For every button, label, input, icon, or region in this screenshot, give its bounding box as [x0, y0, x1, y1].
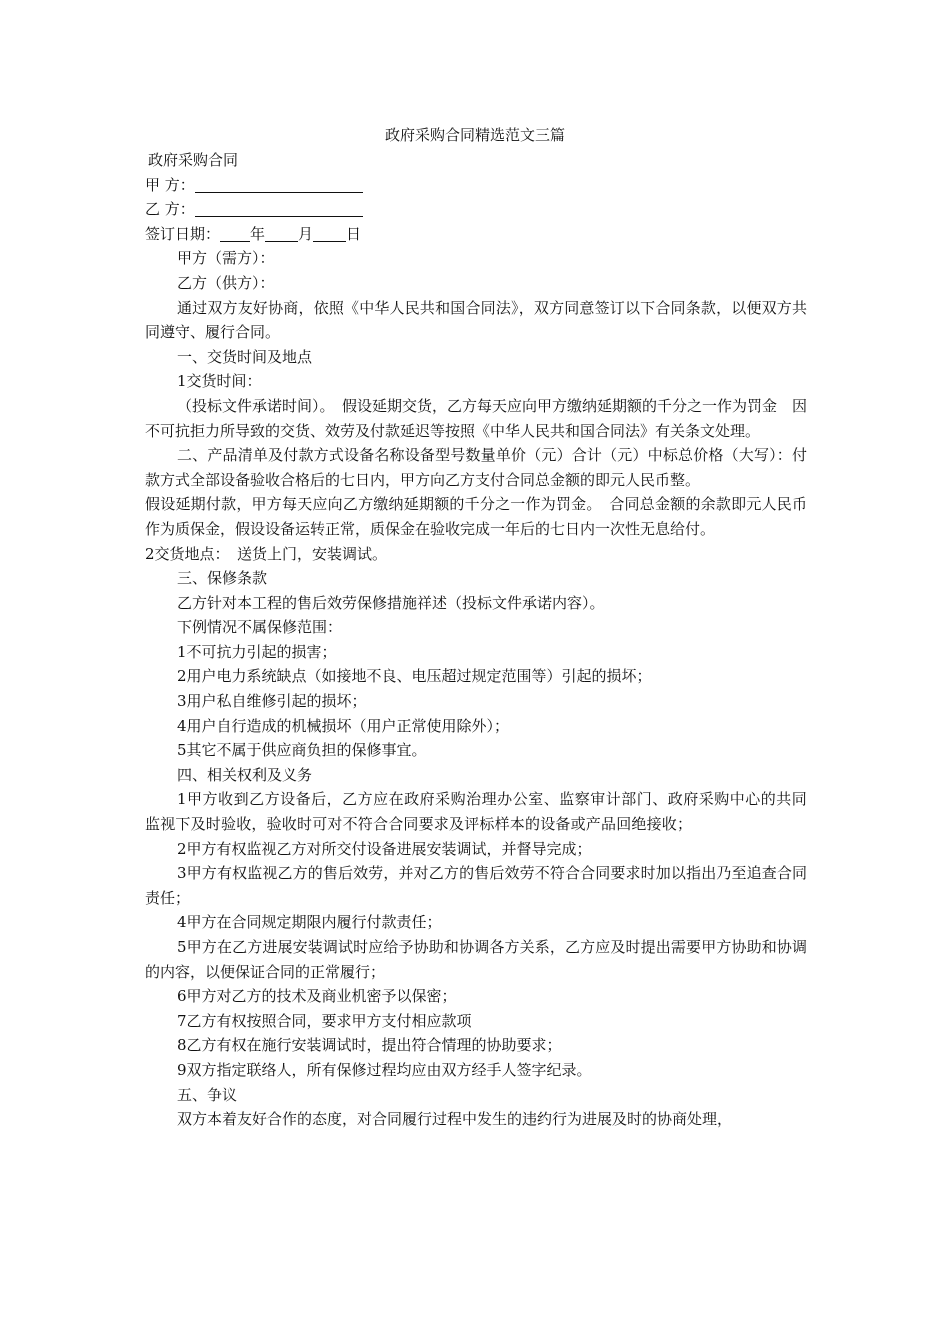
party-a-demand: 甲方（需方）：	[177, 249, 275, 268]
contract-name: 政府采购合同	[148, 151, 239, 169]
rights-item: 8乙方有权在施行安装调试时，提出符合情理的协助要求；	[177, 1036, 562, 1055]
delivery-time-paragraph: （投标文件承诺时间）。 假设延期交货，乙方每天应向甲方缴纳延期额的千分之一作为罚金 因不可抗拒力所导致的交货、效劳及付款延迟等按照《中华人民共和国合同法》有关条文处理。	[145, 396, 808, 440]
warranty-exclusion-item: 5其它不属于供应商负担的保修事宜。	[177, 741, 427, 760]
section-heading-dispute: 五、争议	[177, 1085, 238, 1104]
warranty-description: 乙方针对本工程的售后效劳保修措施祥述（投标文件承诺内容）。	[177, 593, 605, 612]
party-a-line	[145, 173, 807, 198]
rights-item: 2甲方有权监视乙方对所交付设备进展安装调试，并督导完成；	[177, 839, 592, 858]
party-b-line	[145, 197, 807, 222]
delivery-location-paragraph: 2交货地点： 送货上门，安装调试。	[145, 544, 388, 563]
rights-item: 3甲方有权监视乙方的售后效劳，并对乙方的售后效劳不符合合同要求时加以指出乃至追查合同责任；	[145, 864, 807, 907]
sign-day-unit: 日	[346, 224, 362, 243]
dispute-paragraph: 双方本着友好合作的态度，对合同履行过程中发生的违约行为进展及时的协商处理，	[177, 1110, 733, 1129]
section-heading-rights: 四、相关权利及义务	[177, 765, 313, 784]
sign-year-blank[interactable]	[220, 225, 250, 242]
warranty-exclusions-heading: 下例情况不属保修范围：	[177, 618, 343, 637]
party-b-label: 乙 方：	[145, 200, 195, 219]
party-b-supply: 乙方（供方）：	[177, 273, 275, 292]
rights-item: 5甲方在乙方进展安装调试时应给予协助和协调各方关系，乙方应及时提出需要甲方协助和协调的内容，以便保证合同的正常履行；	[145, 938, 807, 981]
sign-month-unit: 月	[298, 224, 314, 243]
sign-year-unit: 年	[250, 224, 266, 243]
warranty-exclusion-item: 2用户电力系统缺点（如接地不良、电压超过规定范围等）引起的损坏；	[177, 667, 652, 686]
section-heading-warranty: 三、保修条款	[177, 569, 268, 588]
party-a-blank[interactable]	[195, 176, 363, 193]
rights-item: 6甲方对乙方的技术及商业机密予以保密；	[177, 987, 457, 1006]
warranty-exclusion-item: 1不可抗力引起的损害；	[177, 642, 337, 661]
preamble-paragraph: 通过双方友好协商，依照《中华人民共和国合同法》，双方同意签订以下合同条款，以便双方共同遵守、履行合同。	[145, 298, 807, 342]
section-heading-products-payment: 二、产品清单及付款方式设备名称设备型号数量单价（元）合计（元）中标总价格（大写）：付款方式全部设备验收合格后的七日内，甲方向乙方支付合同总金额的即元人民币整。	[145, 446, 807, 489]
document-title: 政府采购合同精选范文三篇	[384, 126, 565, 144]
sign-month-blank[interactable]	[265, 225, 298, 242]
rights-item: 1甲方收到乙方设备后，乙方应在政府采购治理办公室、监察审计部门、政府采购中心的共同监视下及时验收，验收时可对不符合合同要求及评标样本的设备或产品回绝接收；	[145, 790, 807, 834]
sign-day-blank[interactable]	[313, 225, 346, 242]
warranty-exclusion-item: 4用户自行造成的机械损坏（用户正常使用除外）；	[177, 716, 510, 735]
sign-date-label: 签订日期：	[145, 224, 221, 243]
party-a-label: 甲 方：	[145, 175, 195, 194]
section-heading-delivery: 一、交货时间及地点	[177, 347, 313, 366]
rights-item: 4甲方在合同规定期限内履行付款责任；	[177, 913, 442, 932]
delivery-time-label: 1交货时间：	[177, 372, 262, 391]
document-body	[145, 148, 807, 1132]
warranty-exclusion-item: 3用户私自维修引起的损坏；	[177, 692, 367, 711]
rights-item: 7乙方有权按照合同，要求甲方支付相应款项	[177, 1011, 472, 1030]
sign-date-line	[145, 222, 807, 247]
rights-item: 9双方指定联络人，所有保修过程均应由双方经手人签字纪录。	[177, 1060, 592, 1079]
party-b-blank[interactable]	[195, 200, 363, 217]
late-payment-paragraph: 假设延期付款，甲方每天应向乙方缴纳延期额的千分之一作为罚金。 合同总金额的余款即元人民币作为质保金，假设设备运转正常，质保金在验收完成一年后的七日内一次性无息给付。	[145, 495, 807, 538]
